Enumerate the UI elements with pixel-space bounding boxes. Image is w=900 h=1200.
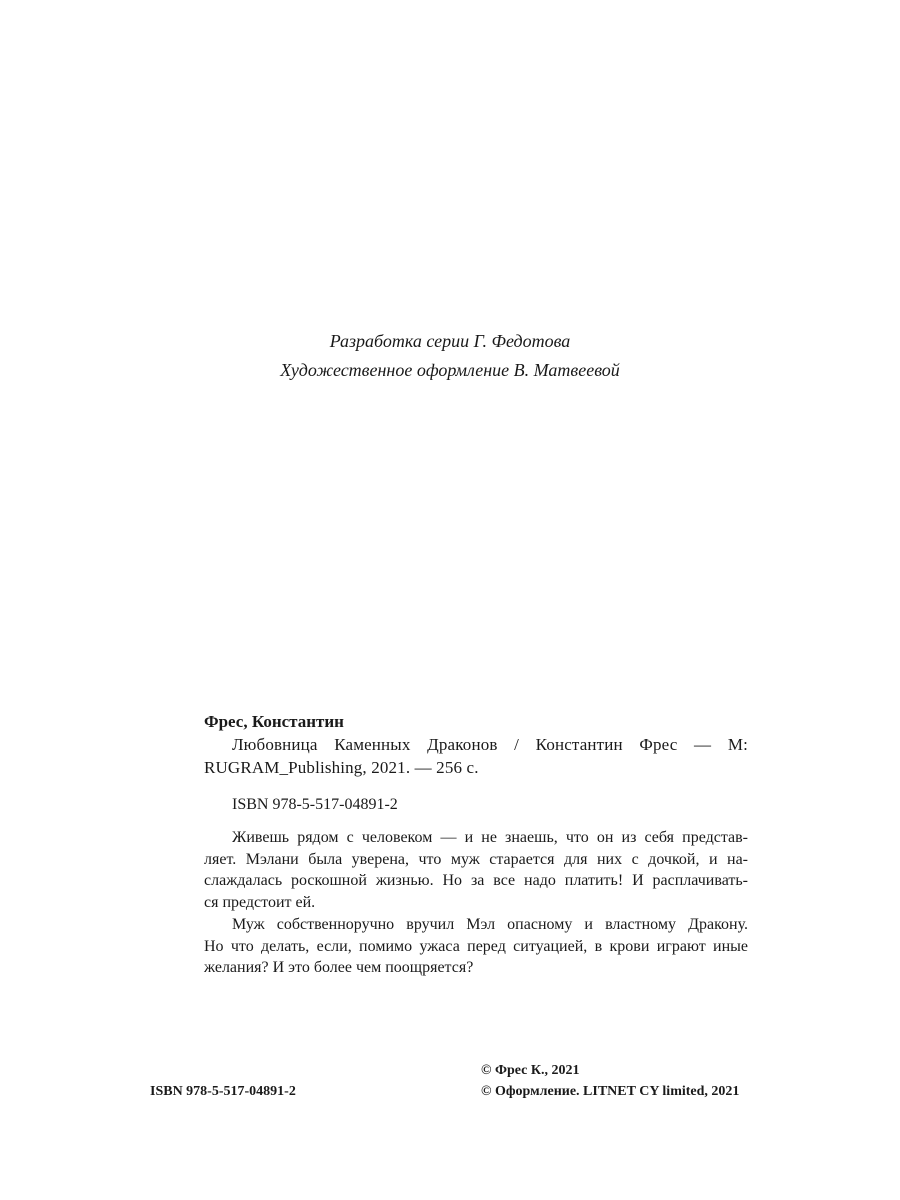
copyright-design: © Оформление. LITNET CY limited, 2021: [481, 1084, 740, 1099]
credits-block: [0, 327, 900, 385]
isbn-inline: ISBN 978-5-517-04891-2: [232, 796, 398, 813]
series-credit: Разработка серии Г. Федотова: [329, 331, 571, 351]
copyright-author: © Фрес К., 2021: [481, 1063, 580, 1078]
author-heading: Фрес, Константин: [204, 712, 344, 731]
reference-line: Любовница Каменных Драконов / Константин Фрес — М:: [232, 735, 748, 754]
annotation-line: желания? И это более чем поощряется?: [204, 959, 474, 977]
annotation-line: Живешь рядом с человеком — и не знаешь, что он из себя представ-: [232, 829, 748, 846]
design-credit: Художественное оформление В. Матвеевой: [280, 360, 620, 380]
copyright-block: [481, 1060, 739, 1102]
annotation: [204, 827, 748, 979]
annotation-line: слаждалась роскошной жизнью. Но за все надо платить! И расплачивать-: [204, 872, 748, 890]
annotation-line: Муж собственноручно вручил Мэл опасному и властному Дракону.: [232, 915, 748, 933]
annotation-line: ляет. Мэлани была уверена, что муж старается для них с дочкой, и на-: [204, 850, 748, 868]
reference-line: RUGRAM_Publishing, 2021. — 256 с.: [204, 758, 479, 777]
isbn-footer: ISBN 978-5-517-04891-2: [150, 1084, 296, 1099]
annotation-line: Но что делать, если, помимо ужаса перед ситуацией, в крови играют иные: [204, 937, 748, 955]
annotation-line: ся предстоит ей.: [204, 894, 316, 912]
bibliographic-reference: [204, 733, 748, 779]
